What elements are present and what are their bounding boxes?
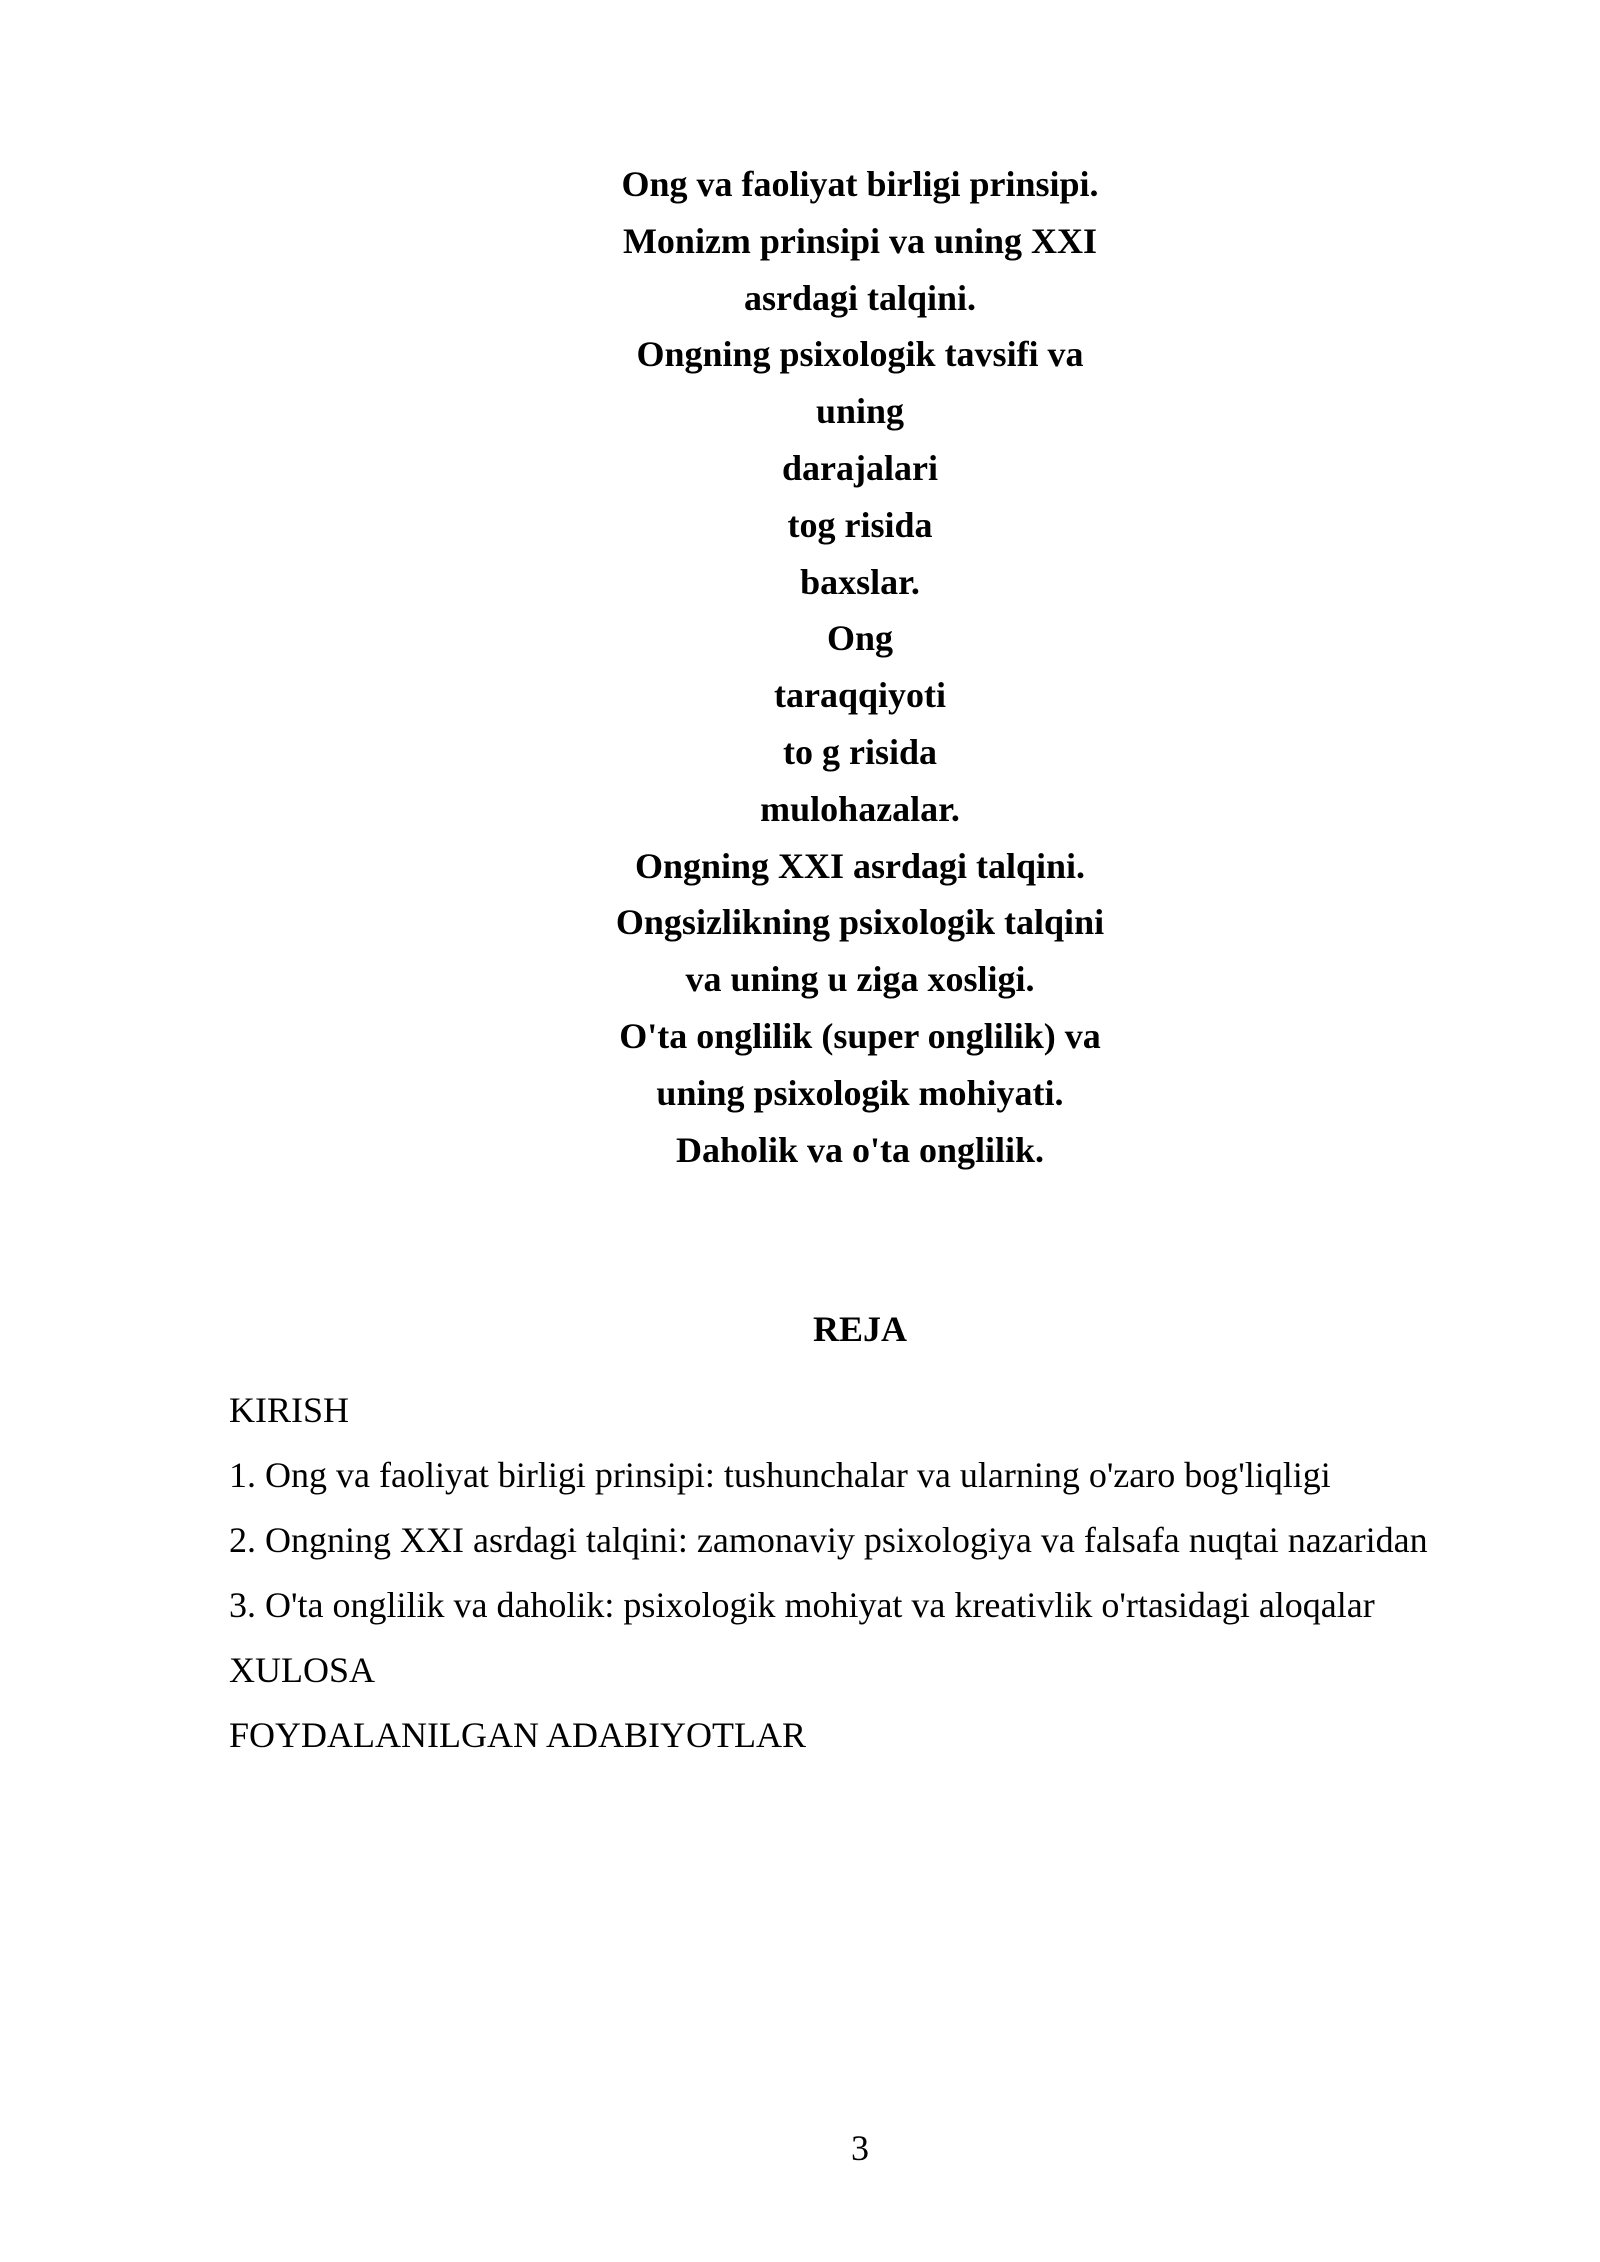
plan-item-3: 3. O'ta onglilik va daholik: psixologik mohiyat va kreativlik o'rtasidagi aloqalar — [229, 1585, 1375, 1625]
title-line: Ong — [826, 618, 894, 659]
title-line: Ongsizlikning psixologik talqini — [615, 902, 1105, 943]
title-line: baxslar. — [800, 561, 920, 602]
plan-list — [229, 1378, 1549, 1768]
title-line: Monizm prinsipi va uning XXI — [622, 220, 1098, 261]
title-line: uning — [815, 391, 905, 432]
plan-item-introduction: KIRISH — [229, 1390, 350, 1430]
title-block — [500, 156, 1220, 1178]
title-line: uning psixologik mohiyati. — [656, 1072, 1064, 1113]
title-line: asrdagi talqini. — [743, 277, 977, 318]
title-line: O'ta onglilik (super onglilik) va — [619, 1015, 1101, 1056]
title-line: to g risida — [782, 731, 937, 772]
title-line: mulohazalar. — [760, 788, 960, 829]
title-line: taraqqiyoti — [773, 675, 946, 716]
title-line: darajalari — [782, 447, 938, 488]
title-line: Ong va faoliyat birligi prinsipi. — [621, 164, 1099, 204]
plan-item-references: FOYDALANILGAN ADABIYOTLAR — [229, 1715, 806, 1755]
plan-heading: REJA — [812, 1309, 907, 1349]
title-line: tog risida — [787, 504, 933, 545]
title-line: va uning u ziga xosligi. — [685, 959, 1035, 1000]
title-line: Ongning psixologik tavsifi va — [636, 334, 1084, 375]
page-number: 3 — [851, 2128, 869, 2168]
plan-item-1: 1. Ong va faoliyat birligi prinsipi: tushunchalar va ularning o'zaro bog'liqligi — [229, 1455, 1331, 1495]
title-line: Ongning XXI asrdagi talqini. — [634, 845, 1086, 886]
plan-item-conclusion: XULOSA — [229, 1650, 376, 1690]
plan-item-2: 2. Ongning XXI asrdagi talqini: zamonaviy psixologiya va falsafa nuqtai nazaridan — [229, 1520, 1428, 1560]
title-line: Daholik va o'ta onglilik. — [675, 1129, 1045, 1170]
